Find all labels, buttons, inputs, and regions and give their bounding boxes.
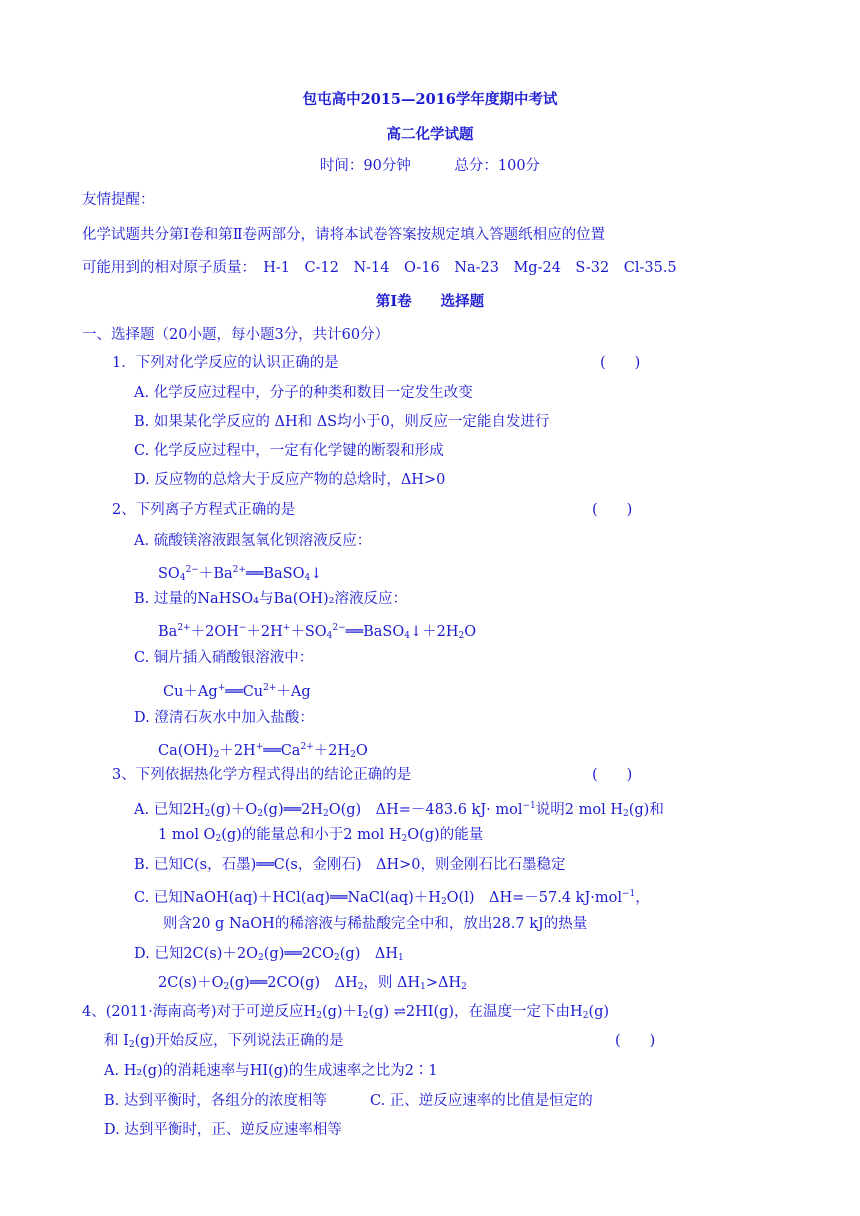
q3-option-b: B. 已知C(s，石墨)══C(s，金刚石) ΔH>0，则金刚石比石墨稳定 xyxy=(134,857,566,873)
exam-title: 包屯高中2015—2016学年度期中考试 xyxy=(302,91,558,108)
q2-option-d-equation: $Ca(OH)_2+2H^+══Ca^{2+}+2H_2O$ xyxy=(158,742,368,760)
q4-option-d: D. 达到平衡时，正、逆反应速率相等 xyxy=(104,1122,342,1138)
notes-label: 友情提醒： xyxy=(82,192,155,208)
q4-stem: 4、(2011·海南高考)对于可逆反应$H_2(g)+I_2(g)$ ⇌2HI(g)，在温度一定下由$H_2(g)$ xyxy=(82,1004,610,1021)
q2-stem: 2、下列离子方程式正确的是 xyxy=(112,502,296,518)
q2-option-a-equation: $SO_4^{2-}+Ba^{2+}══BaSO_4↓$ xyxy=(158,565,323,583)
q3-option-c-line-2: 则含20 g NaOH的稀溶液与稀盐酸完全中和，放出28.7 kJ的热量 xyxy=(163,916,588,932)
q2-option-b: B. 过量的NaHSO₄与Ba(OH)₂溶液反应： xyxy=(134,591,407,607)
q2-option-a: A. 硫酸镁溶液跟氢氧化钡溶液反应： xyxy=(134,533,372,549)
q1-stem: 1．下列对化学反应的认识正确的是 xyxy=(112,355,339,371)
q2-option-c: C. 铜片插入硝酸银溶液中： xyxy=(134,650,314,666)
notes-line-1: 化学试题共分第Ⅰ卷和第Ⅱ卷两部分，请将本试卷答案按规定填入答题纸相应的位置 xyxy=(82,227,606,243)
q3-option-d: D. 已知$2C(s)+2O_2(g)══2CO_2(g)$ $\Delta H_1$ xyxy=(134,946,404,963)
q2-option-b-equation: $Ba^{2+}+2OH^-+2H^++SO_4^{2-}══BaSO_4↓+2H_2O$ xyxy=(158,623,477,641)
q3-stem: 3、下列依据热化学方程式得出的结论正确的是 xyxy=(112,767,412,783)
exam-subtitle: 高二化学试题 xyxy=(386,126,474,143)
notes-line-2: 可能用到的相对原子质量： H-1 C-12 N-14 O-16 Na-23 Mg-24 S-32 Cl-35.5 xyxy=(82,260,677,276)
q3-option-d-line-2: $2C(s)+O_2(g)══2CO(g)$ $\Delta H_2$，则 $\Delta H_1>\Delta H_2$ xyxy=(158,975,467,992)
q1-option-a: A. 化学反应过程中，分子的种类和数目一定发生改变 xyxy=(134,385,473,401)
q1-option-b: B. 如果某化学反应的 ΔH和 ΔS均小于0，则反应一定能自发进行 xyxy=(134,414,550,430)
time-and-score: 时间：90分钟 总分：100分 xyxy=(319,158,541,174)
q1-option-c: C. 化学反应过程中，一定有化学键的断裂和形成 xyxy=(134,443,444,459)
q3-option-a: A. 已知$2H_2(g)+O_2(g)══2H_2O(g)$ ΔH=－483.6 kJ· mol$^{-1}$说明2 mol $H_2(g)$和 xyxy=(134,801,664,819)
section-intro: 一、选择题（20小题，每小题3分，共计60分） xyxy=(82,327,390,343)
q2-option-d: D. 澄清石灰水中加入盐酸： xyxy=(134,710,314,726)
q3-answer-paren: ( ) xyxy=(592,767,633,783)
q4-stem-line-2: 和 $I_2(g)$开始反应，下列说法正确的是 xyxy=(104,1033,344,1050)
q2-option-c-equation: $Cu+Ag^+══Cu^{2+}+Ag$ xyxy=(163,683,311,700)
q4-option-a: A. H₂(g)的消耗速率与HI(g)的生成速率之比为2∶1 xyxy=(104,1063,438,1079)
section-title: 第Ⅰ卷 选择题 xyxy=(375,293,485,310)
q1-option-d: D. 反应物的总焓大于反应产物的总焓时，ΔH>0 xyxy=(134,472,446,488)
q2-answer-paren: ( ) xyxy=(592,502,633,518)
q4-option-b: B. 达到平衡时，各组分的浓度相等 xyxy=(104,1093,327,1109)
q3-option-a-line-2: 1 mol $O_2(g)$的能量总和小于2 mol $H_2O(g)$的能量 xyxy=(158,827,484,844)
q4-option-c: C. 正、逆反应速率的比值是恒定的 xyxy=(370,1093,593,1109)
q1-answer-paren: ( ) xyxy=(600,355,641,371)
q3-option-c: C. 已知$NaOH(aq)+HCl(aq)══NaCl(aq)+H_2O(l)$ ΔH=－57.4 kJ·mol$^{-1}$， xyxy=(134,889,650,907)
q4-answer-paren: ( ) xyxy=(615,1033,656,1049)
